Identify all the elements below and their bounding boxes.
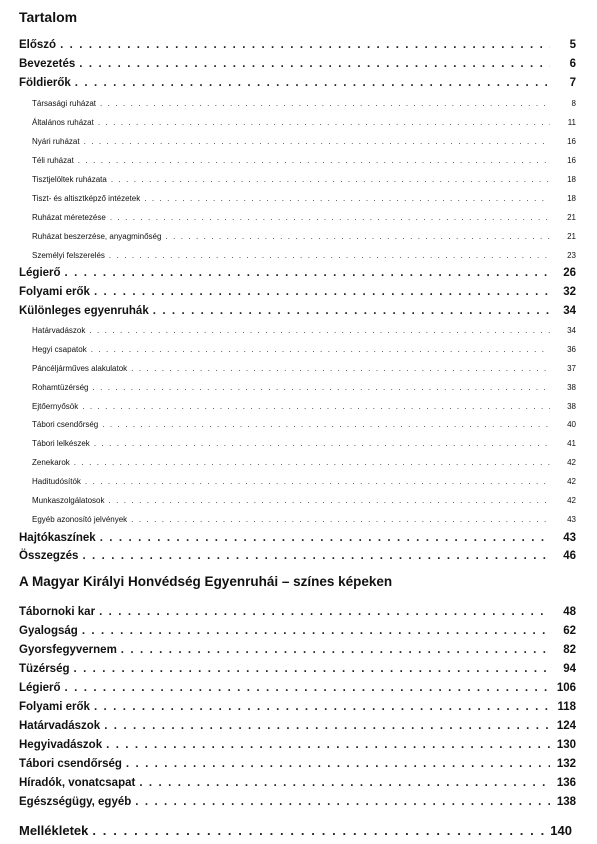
toc-entry-page: 40 bbox=[567, 420, 576, 429]
toc-entry bbox=[19, 550, 576, 562]
dot-leader bbox=[131, 364, 550, 373]
toc-entry-label: Téli ruházat bbox=[32, 156, 74, 165]
toc-entry-page: 62 bbox=[563, 625, 576, 637]
toc-entry-label: Hajtókaszínek bbox=[19, 532, 96, 544]
toc-entry-page: 43 bbox=[563, 532, 576, 544]
toc-entry-page: 42 bbox=[567, 496, 576, 505]
dot-leader bbox=[98, 118, 550, 127]
toc-entry-label: Hegyi csapatok bbox=[32, 345, 87, 354]
toc-entry-page: 118 bbox=[557, 701, 576, 713]
toc-entry-page: 23 bbox=[567, 251, 576, 260]
toc-entry bbox=[32, 515, 576, 524]
toc-entry bbox=[32, 326, 576, 335]
toc-entry bbox=[32, 175, 576, 184]
dot-leader bbox=[104, 720, 550, 732]
dot-leader bbox=[84, 137, 550, 146]
toc-entry-page: 5 bbox=[569, 39, 576, 51]
toc-entry-label: Ruházat méretezése bbox=[32, 213, 106, 222]
toc-entry bbox=[19, 39, 576, 51]
toc-entry-label: Előszó bbox=[19, 39, 57, 51]
toc-entry-label: Ejtőernyősök bbox=[32, 402, 79, 411]
toc-entry bbox=[32, 137, 576, 146]
toc-entry-page: 16 bbox=[567, 137, 576, 146]
dot-leader bbox=[126, 758, 550, 770]
dot-leader bbox=[100, 99, 550, 108]
dot-leader bbox=[99, 606, 550, 618]
toc-entry-label: Gyorsfegyvernem bbox=[19, 644, 117, 656]
toc-entry-label: Társasági ruházat bbox=[32, 99, 97, 108]
dot-leader bbox=[121, 644, 550, 656]
dot-leader bbox=[131, 515, 550, 524]
toc-entry-page: 42 bbox=[567, 458, 576, 467]
toc-entry-page: 6 bbox=[569, 58, 576, 70]
toc-entry bbox=[32, 118, 576, 127]
toc-entry bbox=[19, 663, 576, 675]
dot-leader bbox=[94, 286, 550, 298]
toc-entry-label: Tisztjelöltek ruházata bbox=[32, 175, 107, 184]
dot-leader bbox=[82, 402, 550, 411]
dot-leader bbox=[139, 777, 550, 789]
toc-entry bbox=[32, 458, 576, 467]
toc-entry-page: 124 bbox=[556, 720, 576, 732]
toc-entry-page: 7 bbox=[569, 77, 576, 89]
toc-entry bbox=[19, 720, 576, 732]
dot-leader bbox=[106, 739, 550, 751]
toc-entry bbox=[32, 364, 576, 373]
dot-leader bbox=[65, 267, 550, 279]
toc-entry-page: 41 bbox=[567, 439, 576, 448]
toc-entry bbox=[19, 823, 572, 838]
toc-entry bbox=[19, 305, 576, 317]
toc-entry-label: Munkaszolgálatosok bbox=[32, 496, 105, 505]
toc-entry bbox=[32, 194, 576, 203]
toc-entry-label: Különleges egyenruhák bbox=[19, 305, 149, 317]
toc-entry bbox=[19, 625, 576, 637]
toc-entry bbox=[19, 58, 576, 70]
dot-leader bbox=[89, 326, 550, 335]
dot-leader bbox=[92, 823, 546, 838]
dot-leader bbox=[144, 194, 550, 203]
dot-leader bbox=[82, 625, 550, 637]
toc-entry bbox=[32, 402, 576, 411]
toc-entry-label: Földierők bbox=[19, 77, 71, 89]
page-title: Tartalom bbox=[19, 9, 78, 25]
toc-entry-page: 26 bbox=[563, 267, 576, 279]
dot-leader bbox=[111, 175, 550, 184]
toc-entry-page: 38 bbox=[567, 402, 576, 411]
toc-entry-page: 46 bbox=[563, 550, 576, 562]
toc-entry bbox=[32, 345, 576, 354]
toc-entry-label: Páncéljárműves alakulatok bbox=[32, 364, 128, 373]
dot-leader bbox=[75, 77, 550, 89]
section-heading: A Magyar Királyi Honvédség Egyenruhái – színes képeken bbox=[19, 574, 393, 589]
toc-entry bbox=[32, 232, 576, 241]
dot-leader bbox=[109, 251, 550, 260]
toc-entry-label: Összegzés bbox=[19, 550, 79, 562]
toc-entry-label: Határvadászok bbox=[19, 720, 101, 732]
toc-entry bbox=[19, 796, 576, 808]
dot-leader bbox=[85, 477, 550, 486]
toc-entry-page: 32 bbox=[563, 286, 576, 298]
toc-entry-label: Egészségügy, egyéb bbox=[19, 796, 132, 808]
toc-entry bbox=[19, 758, 576, 770]
toc-entry-page: 38 bbox=[567, 383, 576, 392]
dot-leader bbox=[92, 383, 550, 392]
toc-entry-page: 82 bbox=[563, 644, 576, 656]
toc-entry bbox=[19, 606, 576, 618]
toc-entry bbox=[32, 156, 576, 165]
toc-entry-label: Mellékletek bbox=[19, 823, 89, 838]
toc-entry-page: 18 bbox=[567, 194, 576, 203]
toc-entry-label: Tábori lelkészek bbox=[32, 439, 90, 448]
toc-entry bbox=[19, 777, 576, 789]
toc-entry-page: 94 bbox=[563, 663, 576, 675]
toc-entry-page: 21 bbox=[567, 213, 576, 222]
toc-entry bbox=[32, 496, 576, 505]
toc-entry bbox=[32, 383, 576, 392]
toc-entry bbox=[19, 682, 576, 694]
toc-entry-page: 138 bbox=[556, 796, 576, 808]
dot-leader bbox=[153, 305, 550, 317]
toc-entry-page: 132 bbox=[556, 758, 576, 770]
toc-entry-label: Tiszt- és altisztképző intézetek bbox=[32, 194, 141, 203]
dot-leader bbox=[110, 213, 550, 222]
dot-leader bbox=[79, 58, 550, 70]
dot-leader bbox=[91, 345, 550, 354]
toc-entry-page: 11 bbox=[567, 118, 576, 127]
dot-leader bbox=[102, 420, 550, 429]
toc-entry bbox=[32, 99, 576, 108]
toc-entry-label: Gyalogság bbox=[19, 625, 78, 637]
toc-entry-page: 106 bbox=[556, 682, 576, 694]
toc-entry-label: Határvadászok bbox=[32, 326, 86, 335]
toc-entry bbox=[19, 286, 576, 298]
toc-entry-label: Híradók, vonatcsapat bbox=[19, 777, 136, 789]
toc-entry-label: Tábori csendőrség bbox=[32, 420, 99, 429]
dot-leader bbox=[94, 439, 550, 448]
toc-entry bbox=[19, 644, 576, 656]
toc-entry-label: Ruházat beszerzése, anyagminőség bbox=[32, 232, 162, 241]
toc-entry-label: Folyami erők bbox=[19, 286, 90, 298]
toc-entry bbox=[19, 532, 576, 544]
toc-entry bbox=[19, 701, 576, 713]
toc-entry bbox=[32, 251, 576, 260]
toc-entry-page: 18 bbox=[567, 175, 576, 184]
toc-entry bbox=[19, 77, 576, 89]
toc-entry-page: 136 bbox=[556, 777, 576, 789]
dot-leader bbox=[74, 458, 550, 467]
dot-leader bbox=[100, 532, 550, 544]
dot-leader bbox=[74, 663, 551, 675]
dot-leader bbox=[165, 232, 550, 241]
toc-entry-page: 130 bbox=[556, 739, 576, 751]
toc-entry-label: Légierő bbox=[19, 682, 61, 694]
dot-leader bbox=[82, 550, 550, 562]
toc-entry-label: Rohamtüzérség bbox=[32, 383, 89, 392]
toc-entry-page: 34 bbox=[567, 326, 576, 335]
toc-entry-label: Nyári ruházat bbox=[32, 137, 80, 146]
toc-entry bbox=[32, 213, 576, 222]
toc-entry-page: 21 bbox=[567, 232, 576, 241]
dot-leader bbox=[94, 701, 550, 713]
dot-leader bbox=[78, 156, 550, 165]
toc-entry-label: Zenekarok bbox=[32, 458, 70, 467]
toc-entry-label: Légierő bbox=[19, 267, 61, 279]
toc-entry-label: Bevezetés bbox=[19, 58, 76, 70]
toc-entry-page: 16 bbox=[567, 156, 576, 165]
toc-entry-page: 140 bbox=[550, 823, 572, 838]
toc-entry-label: Tábornoki kar bbox=[19, 606, 96, 618]
toc-entry bbox=[32, 439, 576, 448]
toc-entry-page: 8 bbox=[571, 99, 576, 108]
toc-entry-page: 36 bbox=[567, 345, 576, 354]
toc-entry-label: Folyami erők bbox=[19, 701, 90, 713]
toc-entry-page: 34 bbox=[563, 305, 576, 317]
toc-entry bbox=[19, 739, 576, 751]
toc-entry-label: Általános ruházat bbox=[32, 118, 94, 127]
toc-entry-label: Hegyivadászok bbox=[19, 739, 103, 751]
toc-entry-label: Tüzérség bbox=[19, 663, 70, 675]
toc-entry bbox=[19, 267, 576, 279]
dot-leader bbox=[108, 496, 550, 505]
toc-entry bbox=[32, 477, 576, 486]
dot-leader bbox=[65, 682, 550, 694]
toc-entry-label: Tábori csendőrség bbox=[19, 758, 122, 770]
toc-entry-page: 37 bbox=[567, 364, 576, 373]
toc-entry-label: Személyi felszerelés bbox=[32, 251, 105, 260]
toc-entry-label: Egyéb azonosító jelvények bbox=[32, 515, 128, 524]
toc-entry-page: 48 bbox=[563, 606, 576, 618]
toc-entry-page: 42 bbox=[567, 477, 576, 486]
dot-leader bbox=[135, 796, 550, 808]
toc-entry bbox=[32, 420, 576, 429]
dot-leader bbox=[60, 39, 550, 51]
toc-entry-page: 43 bbox=[567, 515, 576, 524]
toc-entry-label: Haditudósítók bbox=[32, 477, 81, 486]
